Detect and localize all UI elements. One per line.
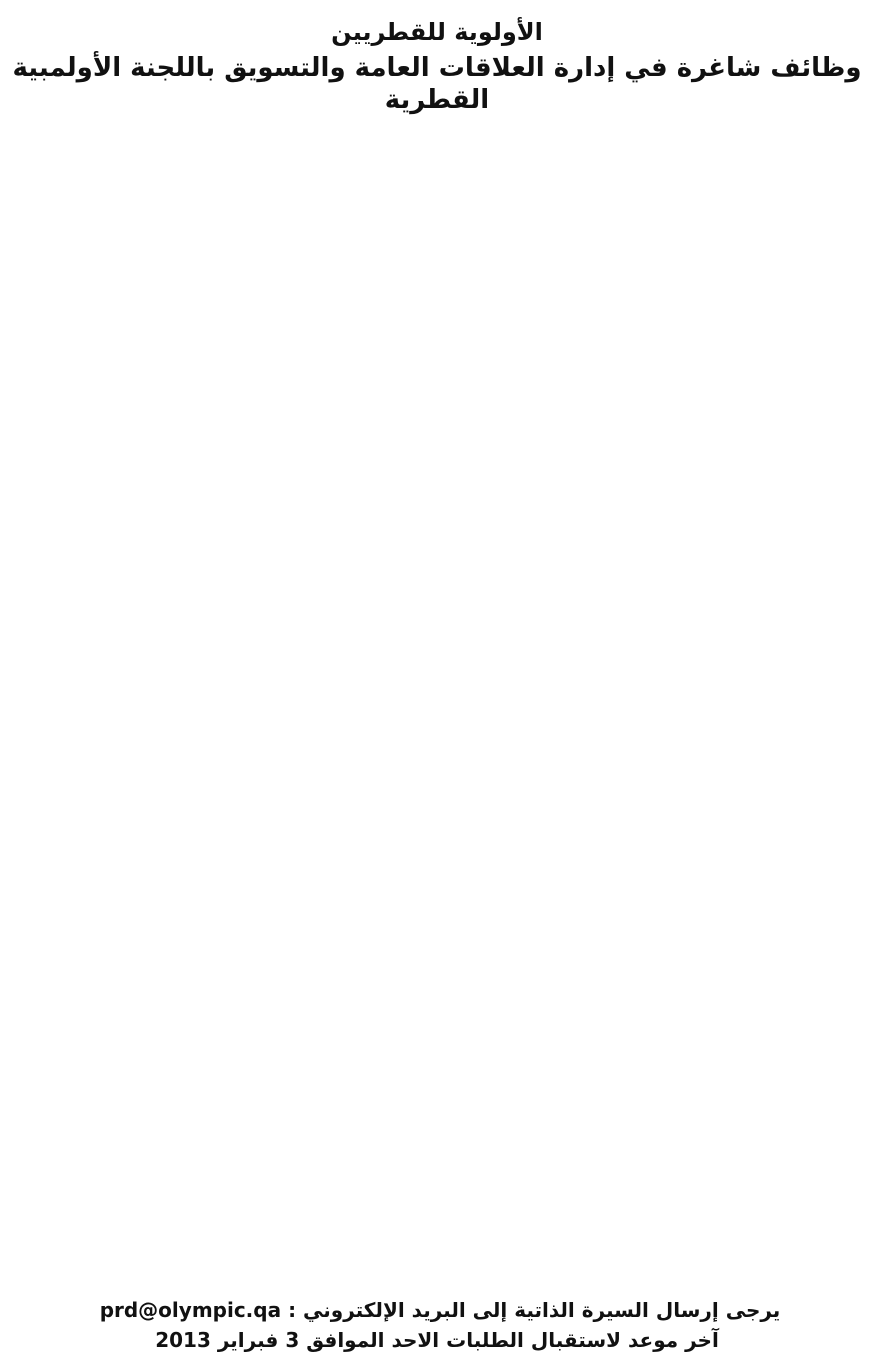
vacancies-headline: وظائف شاغرة في إدارة العلاقات العامة والتسويق باللجنة الأولمبية القطرية: [12, 53, 862, 115]
application-instructions: [0, 1296, 874, 1324]
ad-header: [0, 0, 874, 115]
instructions-text: يرجى إرسال السيرة الذاتية إلى البريد الإلكتروني :: [288, 1298, 781, 1322]
deadline-text: آخر موعد لاستقبال الطلبات الاحد الموافق 3 فبراير 2013: [155, 1328, 719, 1352]
priority-headline: الأولوية للقطريين: [331, 18, 543, 46]
email-link[interactable]: prd@olympic.qa: [99, 1298, 282, 1322]
